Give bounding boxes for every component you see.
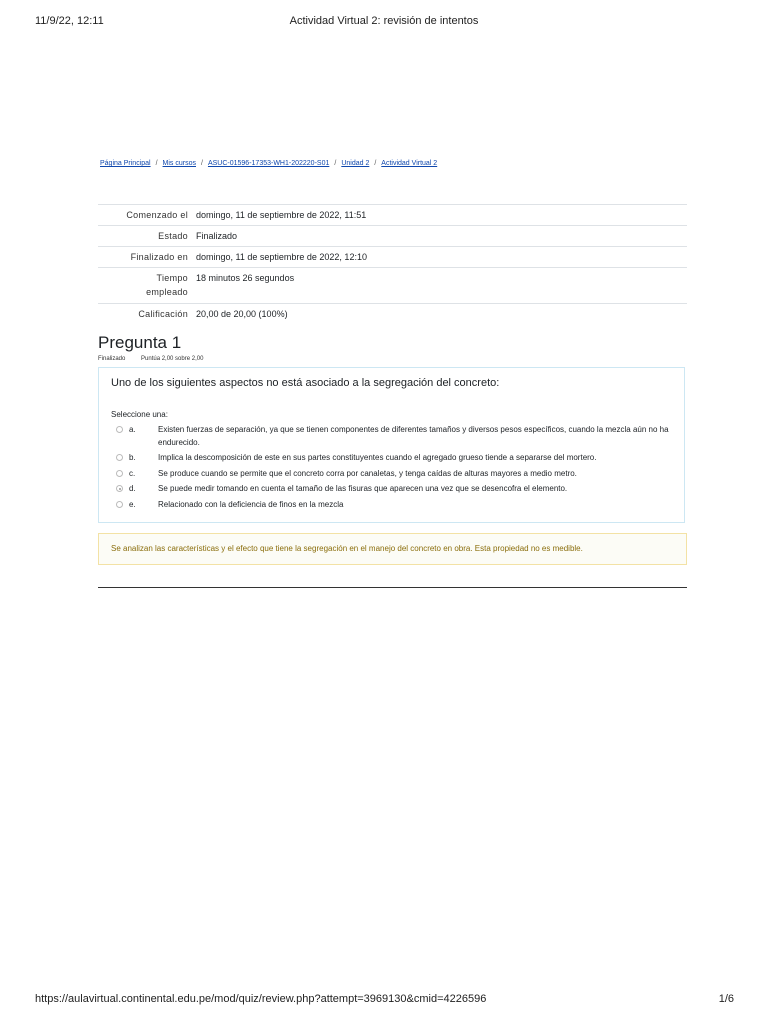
- summary-value: 18 minutos 26 segundos: [196, 273, 295, 283]
- breadcrumb: [100, 160, 437, 167]
- breadcrumb-separator: /: [155, 160, 158, 167]
- radio-button[interactable]: [116, 454, 123, 461]
- answer-letter: d.: [129, 484, 136, 493]
- summary-label: Finalizado en: [130, 252, 188, 262]
- summary-label: [98, 268, 194, 304]
- radio-button-selected[interactable]: [116, 485, 123, 492]
- summary-value: domingo, 11 de septiembre de 2022, 12:10: [196, 252, 367, 262]
- answer-list: [111, 424, 672, 511]
- question-title: Pregunta 1: [98, 333, 182, 352]
- question-content-box: [98, 367, 685, 523]
- summary-label: Estado: [158, 231, 188, 241]
- answer-letter: c.: [129, 468, 136, 478]
- answer-option-b[interactable]: [111, 452, 672, 465]
- summary-label: Calificación: [138, 309, 188, 319]
- answer-text: Relacionado con la deficiencia de finos en la mezcla: [158, 499, 344, 509]
- radio-button[interactable]: [116, 501, 123, 508]
- summary-value: Finalizado: [196, 231, 238, 241]
- print-date: 11/9/22, 12:11: [35, 15, 104, 27]
- print-url: https://aulavirtual.continental.edu.pe/mod/quiz/review.php?attempt=3969130&cmid=4226596: [35, 993, 487, 1005]
- breadcrumb-my-courses-link[interactable]: Mis cursos: [162, 160, 196, 167]
- breadcrumb-separator: /: [334, 160, 337, 167]
- summary-row-grade: [98, 304, 687, 325]
- summary-row-finished: [98, 247, 687, 268]
- answer-prompt: Seleccione una:: [111, 410, 168, 419]
- answer-option-a[interactable]: [111, 424, 672, 449]
- summary-label: Comenzado el: [126, 210, 188, 220]
- summary-value: domingo, 11 de septiembre de 2022, 11:51: [196, 210, 367, 220]
- radio-button[interactable]: [116, 470, 123, 477]
- summary-row-state: [98, 226, 687, 247]
- print-page-title: Actividad Virtual 2: revisión de intentos: [289, 15, 479, 27]
- breadcrumb-course-link[interactable]: ASUC-01596-17353-WH1-202220-S01: [207, 160, 330, 167]
- print-header: [0, 15, 768, 31]
- summary-label-line: empleado: [146, 287, 188, 297]
- answer-option-e[interactable]: [111, 499, 672, 512]
- feedback-box: [98, 533, 687, 565]
- question-text: Uno de los siguientes aspectos no está asociado a la segregación del concreto:: [111, 377, 500, 389]
- feedback-text: Se analizan las características y el efecto que tiene la segregación en el manejo del concreto en obra. Esta propiedad no es medible.: [111, 544, 583, 553]
- question-status: Finalizado: [98, 356, 126, 362]
- attempt-summary-table: [98, 204, 687, 324]
- answer-text: Se produce cuando se permite que el concreto corra por canaletas, y tenga caídas de alturas mayores a medio metro.: [158, 468, 577, 478]
- answer-text: Implica la descomposición de este en sus partes constituyentes cuando el agregado grueso tiende a separarse del mortero.: [158, 453, 597, 462]
- answer-option-d[interactable]: [111, 483, 672, 496]
- answer-text: Se puede medir tomando en cuenta el tamaño de las fisuras que aparecen una vez que se desencofra el elemento.: [158, 484, 568, 493]
- breadcrumb-separator: /: [201, 160, 203, 167]
- print-page-number: 1/6: [718, 993, 734, 1005]
- question-score: Puntúa 2,00 sobre 2,00: [141, 356, 204, 362]
- answer-option-c[interactable]: [111, 468, 672, 481]
- section-divider: [98, 587, 687, 588]
- summary-value: 20,00 de 20,00 (100%): [196, 309, 288, 319]
- breadcrumb-home-link[interactable]: Página Principal: [100, 160, 151, 167]
- answer-letter: a.: [129, 425, 136, 434]
- answer-text: Existen fuerzas de separación, ya que se tienen componentes de diferentes tamaños y diversos pesos específicos, cuando la mezcla aún no ha endurecido.: [158, 425, 669, 447]
- summary-row-started: [98, 205, 687, 226]
- summary-label-line: Tiempo: [156, 273, 188, 283]
- question-info: [98, 356, 203, 362]
- radio-button[interactable]: [116, 426, 123, 433]
- answer-letter: b.: [129, 453, 136, 462]
- answer-letter: e.: [129, 499, 136, 509]
- breadcrumb-activity-link[interactable]: Actividad Virtual 2: [381, 160, 438, 167]
- breadcrumb-unit-link[interactable]: Unidad 2: [341, 160, 370, 167]
- breadcrumb-separator: /: [374, 160, 377, 167]
- summary-row-time: [98, 268, 687, 304]
